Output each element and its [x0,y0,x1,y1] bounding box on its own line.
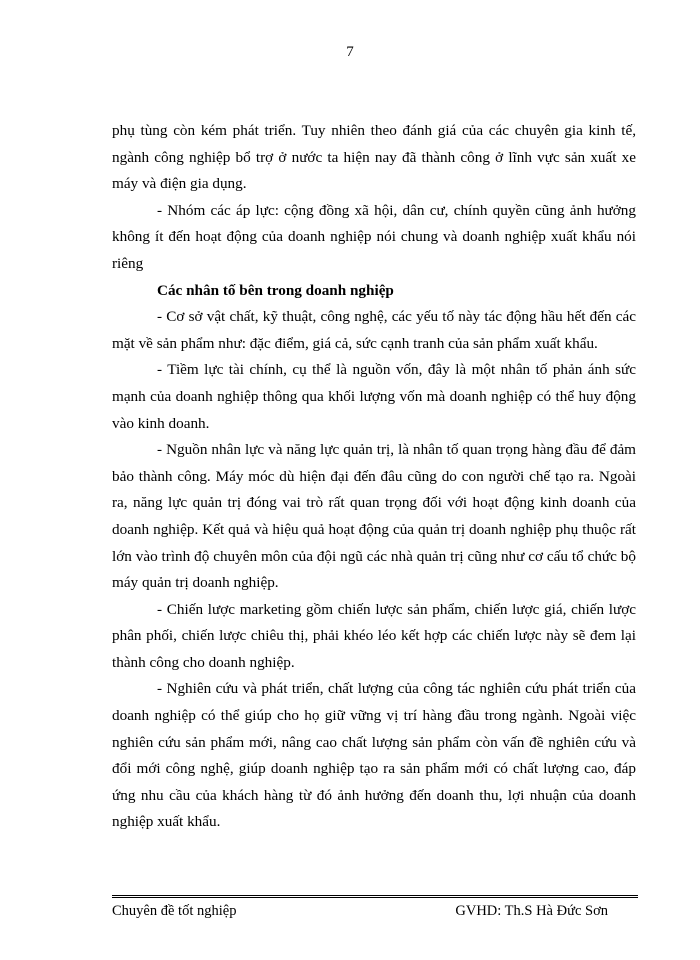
section-heading: Các nhân tố bên trong doanh nghiệp [157,281,394,299]
page-number: 7 [346,44,354,60]
paragraph: - Nguồn nhân lực và năng lực quản trị, là nhân tố quan trọng hàng đầu để đảm bảo thành công. Máy móc dù hiện đại đến đâu cũng do con người chế tạo ra. Ngoài ra, năng lực quản trị đóng vai trò rất quan trọng đối với hoạt động kinh doanh của doanh nghiệp. Kết quả và hiệu quả hoạt động của quản trị doanh nghiệp phụ thuộc rất lớn vào trình độ chuyên môn của đội ngũ các nhà quản trị cũng như cơ cấu tổ chức bộ máy quản trị doanh nghiệp. [112,441,636,592]
paragraph: - Chiến lược marketing gồm chiến lược sản phẩm, chiến lược giá, chiến lược phân phối, chiến lược chiêu thị, phải khéo léo kết hợp các chiến lược này sẽ đem lại thành công cho doanh nghiệp. [112,600,636,671]
paragraph: phụ tùng còn kém phát triển. Tuy nhiên theo đánh giá của các chuyên gia kinh tế, ngành công nghiệp bổ trợ ở nước ta hiện nay đã thành công ở lĩnh vực sản xuất xe máy và điện gia dụng. [112,122,636,193]
paragraph: - Cơ sở vật chất, kỹ thuật, công nghệ, các yếu tố này tác động hầu hết đến các mặt về sản phẩm như: đặc điểm, giá cả, sức cạnh tranh của sản phẩm xuất khẩu. [112,308,636,352]
body-text [112,118,636,836]
paragraph: - Tiềm lực tài chính, cụ thể là nguồn vốn, đây là một nhân tố phản ánh sức mạnh của doanh nghiệp thông qua khối lượng vốn mà doanh nghiệp có thể huy động vào kinh doanh. [112,361,636,432]
footer-divider [112,895,638,898]
footer-advisor: GVHD: Th.S Hà Đức Sơn [455,903,608,919]
footer-title: Chuyên đề tốt nghiệp [112,903,237,919]
paragraph: - Nhóm các áp lực: cộng đồng xã hội, dân cư, chính quyền cũng ảnh hưởng không ít đến hoạt động của doanh nghiệp nói chung và doanh nghiệp xuất khẩu nói riêng [112,201,636,272]
paragraph: - Nghiên cứu và phát triển, chất lượng của công tác nghiên cứu phát triển của doanh nghiệp có thể giúp cho họ giữ vững vị trí hàng đầu trong ngành. Ngoài việc nghiên cứu sản phẩm mới, nâng cao chất lượng sản phẩm còn vấn đề nghiên cứu và đổi mới công nghệ, giúp doanh nghiệp tạo ra sản phẩm mới có chất lượng cao, đáp ứng nhu cầu của khách hàng từ đó ảnh hưởng đến doanh thu, lợi nhuận của doanh nghiệp xuất khẩu. [112,680,636,831]
